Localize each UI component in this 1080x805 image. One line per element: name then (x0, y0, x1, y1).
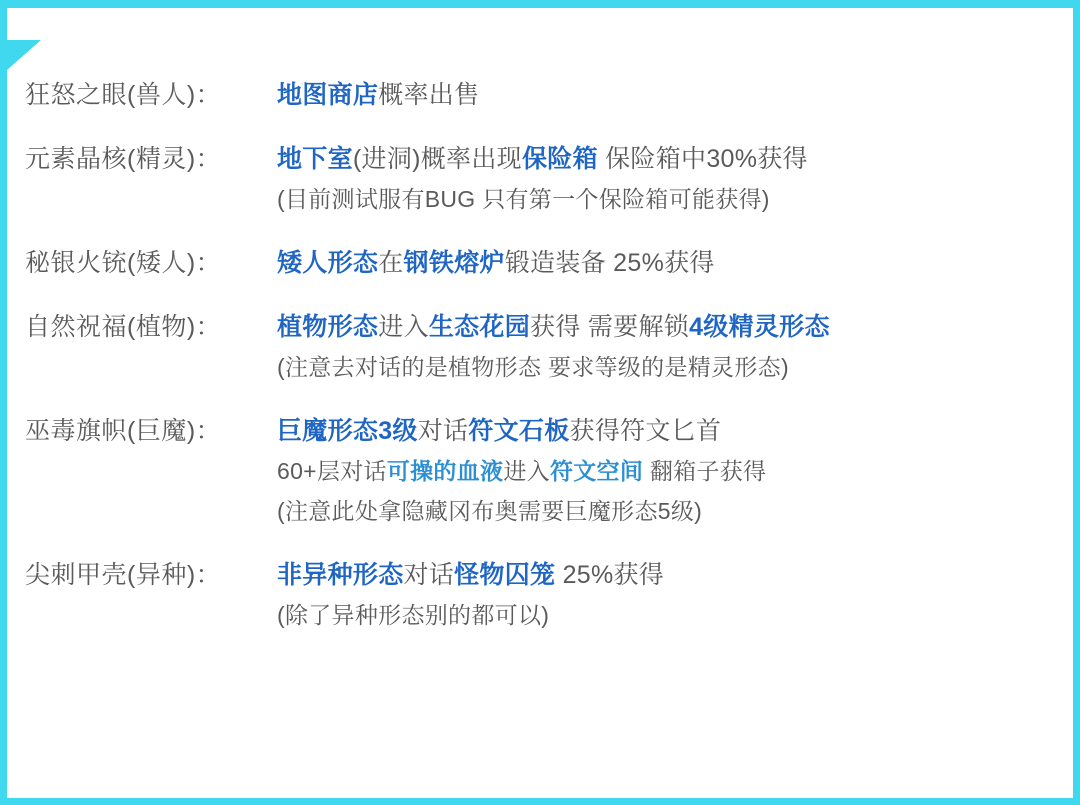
text-segment: 25%获得 (555, 561, 665, 589)
highlight-segment: 符文空间 (549, 458, 644, 484)
entry-label: 巫毒旗帜(巨魔)： (25, 417, 222, 445)
entry-row (25, 243, 1047, 283)
entry-line-main (277, 307, 1047, 347)
entry-label: 秘银火铳(矮人)： (25, 249, 222, 277)
entry-line-note (277, 347, 1047, 387)
entry-label: 尖刺甲壳(异种)： (25, 561, 222, 589)
highlight-segment: 非异种形态 (277, 561, 404, 589)
entry-line-note (277, 451, 1047, 491)
highlight-segment: 可操的血液 (386, 458, 504, 484)
highlight-segment: 巨魔形态3级 (277, 417, 418, 445)
text-segment: 对话 (403, 561, 455, 589)
text-segment: 60+层对话 (277, 458, 387, 484)
entry-lines (277, 307, 1047, 387)
text-segment: 对话 (417, 417, 469, 445)
text-segment: (注意去对话的是植物形态 要求等级的是精灵形态) (277, 354, 789, 380)
text-segment: (除了异种形态别的都可以) (277, 602, 550, 628)
text-segment: 在 (378, 249, 404, 277)
entry-line-main (277, 139, 1047, 179)
entry-line-note (277, 179, 1047, 219)
entry-label: 元素晶核(精灵)： (25, 145, 222, 173)
text-segment: 概率出售 (378, 81, 480, 109)
entry-line-main (277, 411, 1047, 451)
entry-lines (277, 75, 1047, 115)
entry-lines (277, 139, 1047, 219)
text-segment: (进洞)概率出现 (352, 145, 522, 173)
entry-row (25, 75, 1047, 115)
entry-list (25, 75, 1047, 635)
entry-line-main (277, 75, 1047, 115)
entry-row (25, 139, 1047, 219)
highlight-segment: 地图商店 (277, 81, 379, 109)
entry-line-main (277, 243, 1047, 283)
entry-row (25, 307, 1047, 387)
highlight-segment: 怪物囚笼 (454, 561, 556, 589)
highlight-segment: 符文石板 (468, 417, 570, 445)
entry-line-note (277, 595, 1047, 635)
text-segment: 进入 (378, 313, 429, 341)
text-segment: 保险箱中30%获得 (597, 145, 808, 173)
entry-row (25, 555, 1047, 635)
highlight-segment: 地下室 (277, 145, 353, 173)
entry-line-note (277, 491, 1047, 531)
entry-lines (277, 243, 1047, 283)
entry-lines (277, 555, 1047, 635)
text-segment: 锻造装备 25%获得 (504, 249, 715, 277)
entry-label: 狂怒之眼(兽人)： (25, 81, 222, 109)
text-segment: (注意此处拿隐藏冈布奥需要巨魔形态5级) (277, 498, 703, 524)
text-segment: 获得 需要解锁 (530, 313, 690, 341)
highlight-segment: 钢铁熔炉 (403, 249, 505, 277)
highlight-segment: 植物形态 (277, 313, 379, 341)
text-segment: (目前测试服有BUG 只有第一个保险箱可能获得) (277, 186, 770, 212)
text-segment: 翻箱子获得 (643, 458, 767, 484)
text-segment: 获得符文匕首 (569, 417, 722, 445)
entry-label: 自然祝福(植物)： (25, 313, 222, 341)
notes-content (7, 45, 1073, 798)
text-segment: 进入 (503, 458, 550, 484)
highlight-segment: 矮人形态 (277, 249, 379, 277)
entry-row (25, 411, 1047, 531)
entry-lines (277, 411, 1047, 531)
highlight-segment: 4级精灵形态 (689, 313, 830, 341)
highlight-segment: 保险箱 (521, 145, 598, 173)
entry-line-main (277, 555, 1047, 595)
highlight-segment: 生态花园 (428, 313, 531, 341)
